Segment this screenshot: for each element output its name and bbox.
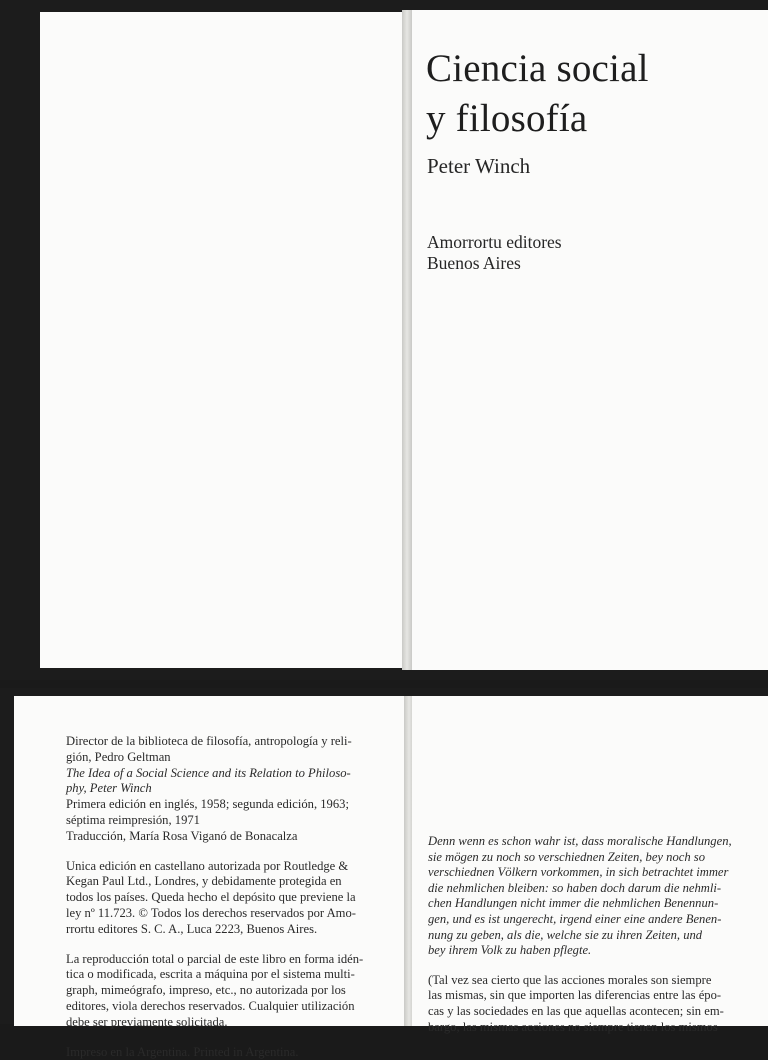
epigraph-page [412, 696, 768, 1034]
credits-line: Traducción, María Rosa Viganó de Bonacalza [66, 828, 298, 843]
credits-line: gión, Pedro Geltman [66, 749, 171, 764]
book-gutter [402, 10, 412, 670]
credits-line: The Idea of a Social Science and its Relation to Philoso- [66, 765, 351, 780]
quote-line: gen, und es ist ungerecht, irgend einer eine andere Benen- [428, 911, 722, 926]
credits-line: Primera edición en inglés, 1958; segunda edición, 1963; [66, 797, 349, 812]
quote-line: verschiednen Völkern vorkommen, in sich betrachtet immer [428, 865, 729, 880]
rights-line: ley nº 11.723. © Todos los derechos reservados por Amo- [66, 905, 356, 920]
epigraph [428, 834, 760, 1049]
quote-line: sie mögen zu noch so verschiednen Zeiten, bey noch so [428, 849, 705, 864]
publisher-name: Amorrortu editores [427, 232, 562, 252]
translation-line: cas y las sociedades en las que aquellas acontecen; sin em- [428, 1003, 724, 1018]
german-quote [428, 834, 760, 959]
translation-line: bargo, las mismas acciones no siempre tienen los mismos [428, 1019, 718, 1034]
reproduction-line: graph, mimeógrafo, impreso, etc., no autorizada por los [66, 983, 346, 998]
author-name: Peter Winch [427, 154, 531, 178]
spanish-translation [428, 973, 760, 1035]
colophon [66, 734, 396, 1060]
credits-line: Director de la biblioteca de filosofía, antropología y reli- [66, 734, 352, 748]
reproduction-line: debe ser previamente solicitada. [66, 1014, 228, 1029]
translation-line: las mismas, sin que importen las diferencias entre las épo- [428, 988, 722, 1003]
reproduction-line: La reproducción total o parcial de este libro en forma idén- [66, 951, 364, 966]
rights-line: rrortu editores S. C. A., Luca 2223, Buenos Aires. [66, 921, 318, 936]
publisher [427, 232, 562, 274]
publisher-city: Buenos Aires [427, 253, 521, 273]
credits-line: phy, Peter Winch [66, 781, 152, 796]
translation-line: (Tal vez sea cierto que las acciones morales son siempre [428, 972, 712, 987]
rights-line: Unica edición en castellano autorizada por Routledge & [66, 858, 349, 873]
credits-paragraph [66, 734, 396, 845]
rights-paragraph [66, 859, 396, 938]
credits-line: séptima reimpresión, 1971 [66, 812, 200, 827]
book-title [426, 44, 649, 144]
bottom-spread [0, 688, 768, 1059]
rights-line: Kegan Paul Ltd., Londres, y debidamente protegida en [66, 874, 342, 889]
quote-line: Denn wenn es schon wahr ist, dass moralische Handlungen, [428, 834, 732, 848]
quote-line: die nehmlichen bleiben: so haben doch darum die nehmli- [428, 880, 722, 895]
title-page [412, 10, 768, 670]
blank-page [40, 12, 402, 668]
reproduction-paragraph [66, 952, 396, 1031]
reproduction-line: tica o modificada, escrita a máquina por el sistema multi- [66, 967, 355, 982]
title-line-1: Ciencia social [426, 47, 649, 90]
rights-line: todos los países. Queda hecho el depósito que previene la [66, 890, 356, 905]
printed-in-line: Impreso en la Argentina. Printed in Argentina. [66, 1044, 299, 1059]
quote-line: nung zu geben, als die, welche sie zu ihren Zeiten, und [428, 927, 703, 942]
copyright-page [14, 696, 404, 1059]
quote-line: bey ihrem Volk zu haben pflegte. [428, 943, 592, 958]
quote-line: chen Handlungen nicht immer die nehmlichen Benennun- [428, 896, 719, 911]
title-line-2: y filosofía [426, 97, 588, 140]
reproduction-line: editores, viola derechos reservados. Cualquier utilización [66, 998, 355, 1013]
